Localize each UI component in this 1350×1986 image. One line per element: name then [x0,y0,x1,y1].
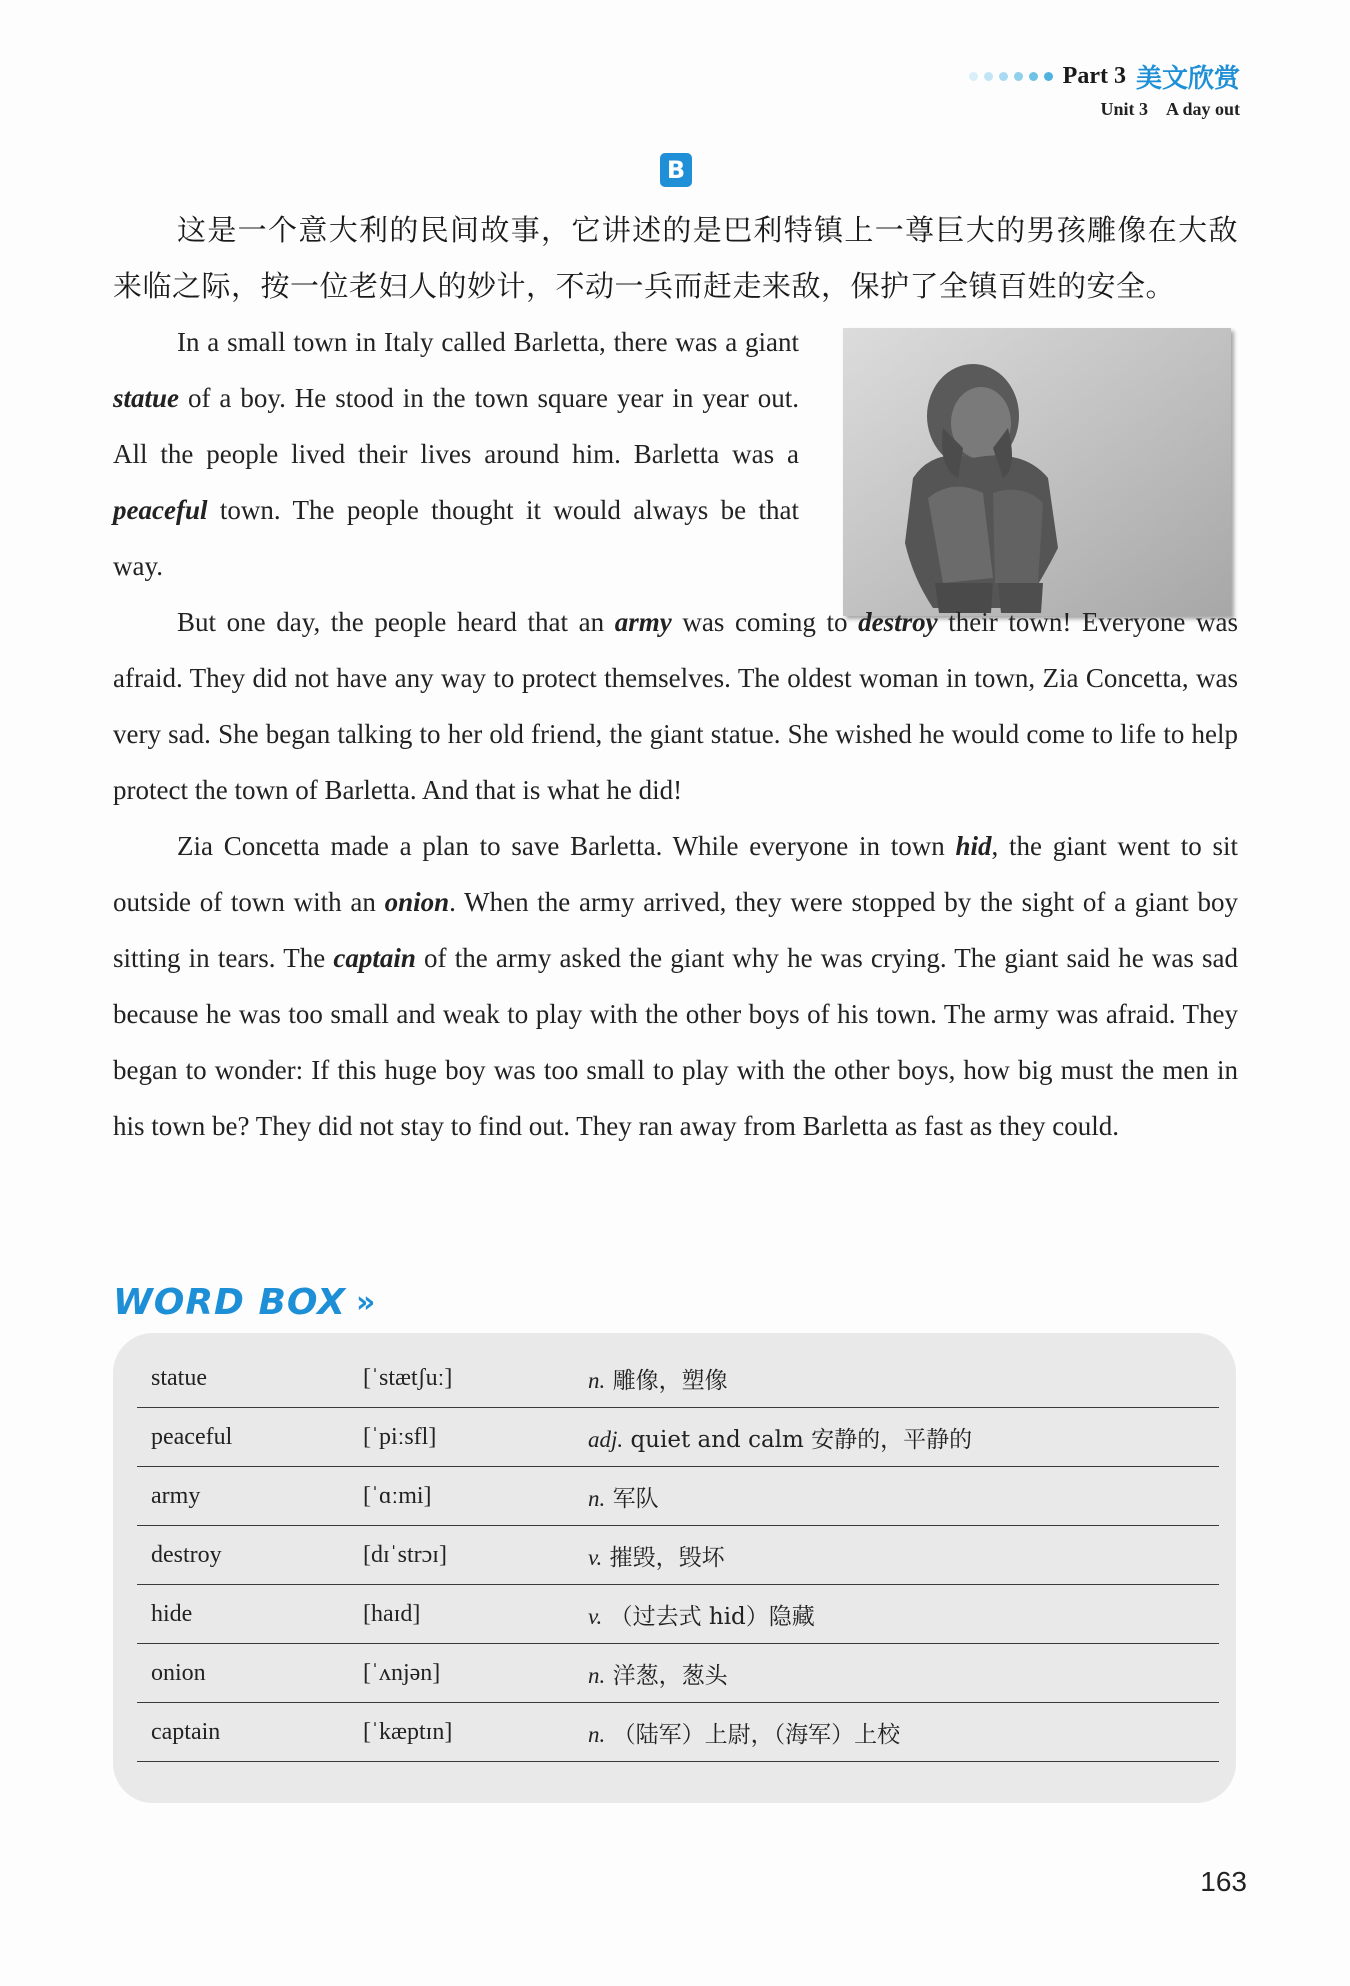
vocabulary-row [137,1349,1219,1408]
vocab-word: statue [137,1349,363,1408]
word-box-title: WORD BOX » [113,1282,377,1323]
double-chevron-icon: » [355,1285,377,1320]
vocab-phonetic: [ˈstætʃuː] [363,1349,588,1408]
vocab-phonetic: [haɪd] [363,1585,588,1644]
section-name: 美文欣赏 [1135,64,1240,94]
vocab-meaning [588,1408,1219,1467]
vocabulary-row [137,1526,1219,1585]
vocab-word: hide [137,1585,363,1644]
vocab-phonetic: [ˈpiːsfl] [363,1408,588,1467]
vocab-definition: quiet and calm 安静的，平静的 [630,1426,973,1453]
word-box [113,1333,1236,1803]
vocab-word: army [137,1467,363,1526]
vocab-pos: n. [588,1485,606,1511]
vocabulary-row [137,1585,1219,1644]
vocab-pos: adj. [588,1426,624,1452]
keyword-army: army [614,607,672,637]
keyword-onion: onion [384,887,450,917]
vocab-definition: 军队 [612,1485,659,1512]
unit-label: Unit 3 [1100,99,1148,119]
story-paragraph-2: But one day, the people heard that an army was coming to destroy their town! Everyone was afraid. They did not have any way to protect themselves. The oldest woman in town, Zia Concetta, was very sad. She began talking to her old friend, the giant statue. She wished he would come to life to help protect the town of Barletta. And that is what he did! [113,607,1238,805]
vocab-word: captain [137,1703,363,1762]
vocab-pos: v. [588,1544,603,1570]
vocab-pos: v. [588,1603,603,1629]
vocab-pos: n. [588,1367,606,1393]
vocab-pos: n. [588,1721,606,1747]
vocab-phonetic: [ˈʌnjən] [363,1644,588,1703]
vocab-definition: 摧毁，毁坏 [609,1544,725,1571]
part-label: Part 3 [1062,63,1126,89]
story-paragraph-3: Zia Concetta made a plan to save Barletta. While everyone in town hid, the giant went to sit outside of town with an onion. When the army arrived, they were stopped by the sight of a giant boy sitting in tears. The captain of the army asked the giant why he was crying. The giant said he was sad because he was too small and weak to play with the other boys of his town. The army was afraid. They began to wonder: If this huge boy was too small to play with the other boys, how big must the men in his town be? They did not stay to find out. They ran away from Barletta as fast as they could. [113,831,1238,1141]
vocabulary-row [137,1703,1219,1762]
vocab-meaning [588,1349,1219,1408]
vocabulary-row [137,1467,1219,1526]
keyword-hid: hid [955,831,992,861]
vocab-meaning [588,1703,1219,1762]
vocab-meaning [588,1526,1219,1585]
vocab-definition: 雕像，塑像 [612,1367,728,1394]
vocab-definition: （陆军）上尉，（海军）上校 [612,1721,901,1748]
vocab-meaning [588,1467,1219,1526]
chinese-intro: 这是一个意大利的民间故事，它讲述的是巴利特镇上一尊巨大的男孩雕像在大敌来临之际，按一位老妇人的妙计，不动一兵而赶走来敌，保护了全镇百姓的安全。 [113,213,1238,303]
vocab-definition: 洋葱，葱头 [612,1662,728,1689]
keyword-peaceful: peaceful [113,495,208,525]
keyword-captain: captain [333,943,416,973]
vocab-meaning [588,1585,1219,1644]
page-header [969,58,1240,120]
vocabulary-row [137,1644,1219,1703]
story-paragraph-1: In a small town in Italy called Barletta, there was a giant statue of a boy. He stood in the town square year in year out. All the people lived their lives around him. Barletta was a peaceful town. The people thought it would always be that way. [113,327,799,581]
section-badge: B [660,153,692,187]
vocabulary-row [137,1408,1219,1467]
vocab-phonetic: [dɪˈstrɔɪ] [363,1526,588,1585]
vocab-word: destroy [137,1526,363,1585]
page-number: 163 [1200,1866,1247,1897]
vocab-phonetic: [ˈɑːmi] [363,1467,588,1526]
vocab-meaning [588,1644,1219,1703]
vocab-pos: n. [588,1662,606,1688]
story-text [113,314,1238,1154]
keyword-statue: statue [113,383,180,413]
keyword-destroy: destroy [858,607,938,637]
vocab-phonetic: [ˈkæptɪn] [363,1703,588,1762]
unit-title: A day out [1165,99,1240,119]
vocab-word: onion [137,1644,363,1703]
vocabulary-table [137,1349,1219,1762]
vocab-definition: （过去式 hid）隐藏 [609,1603,815,1630]
decorative-dots [969,72,1053,81]
vocab-word: peaceful [137,1408,363,1467]
